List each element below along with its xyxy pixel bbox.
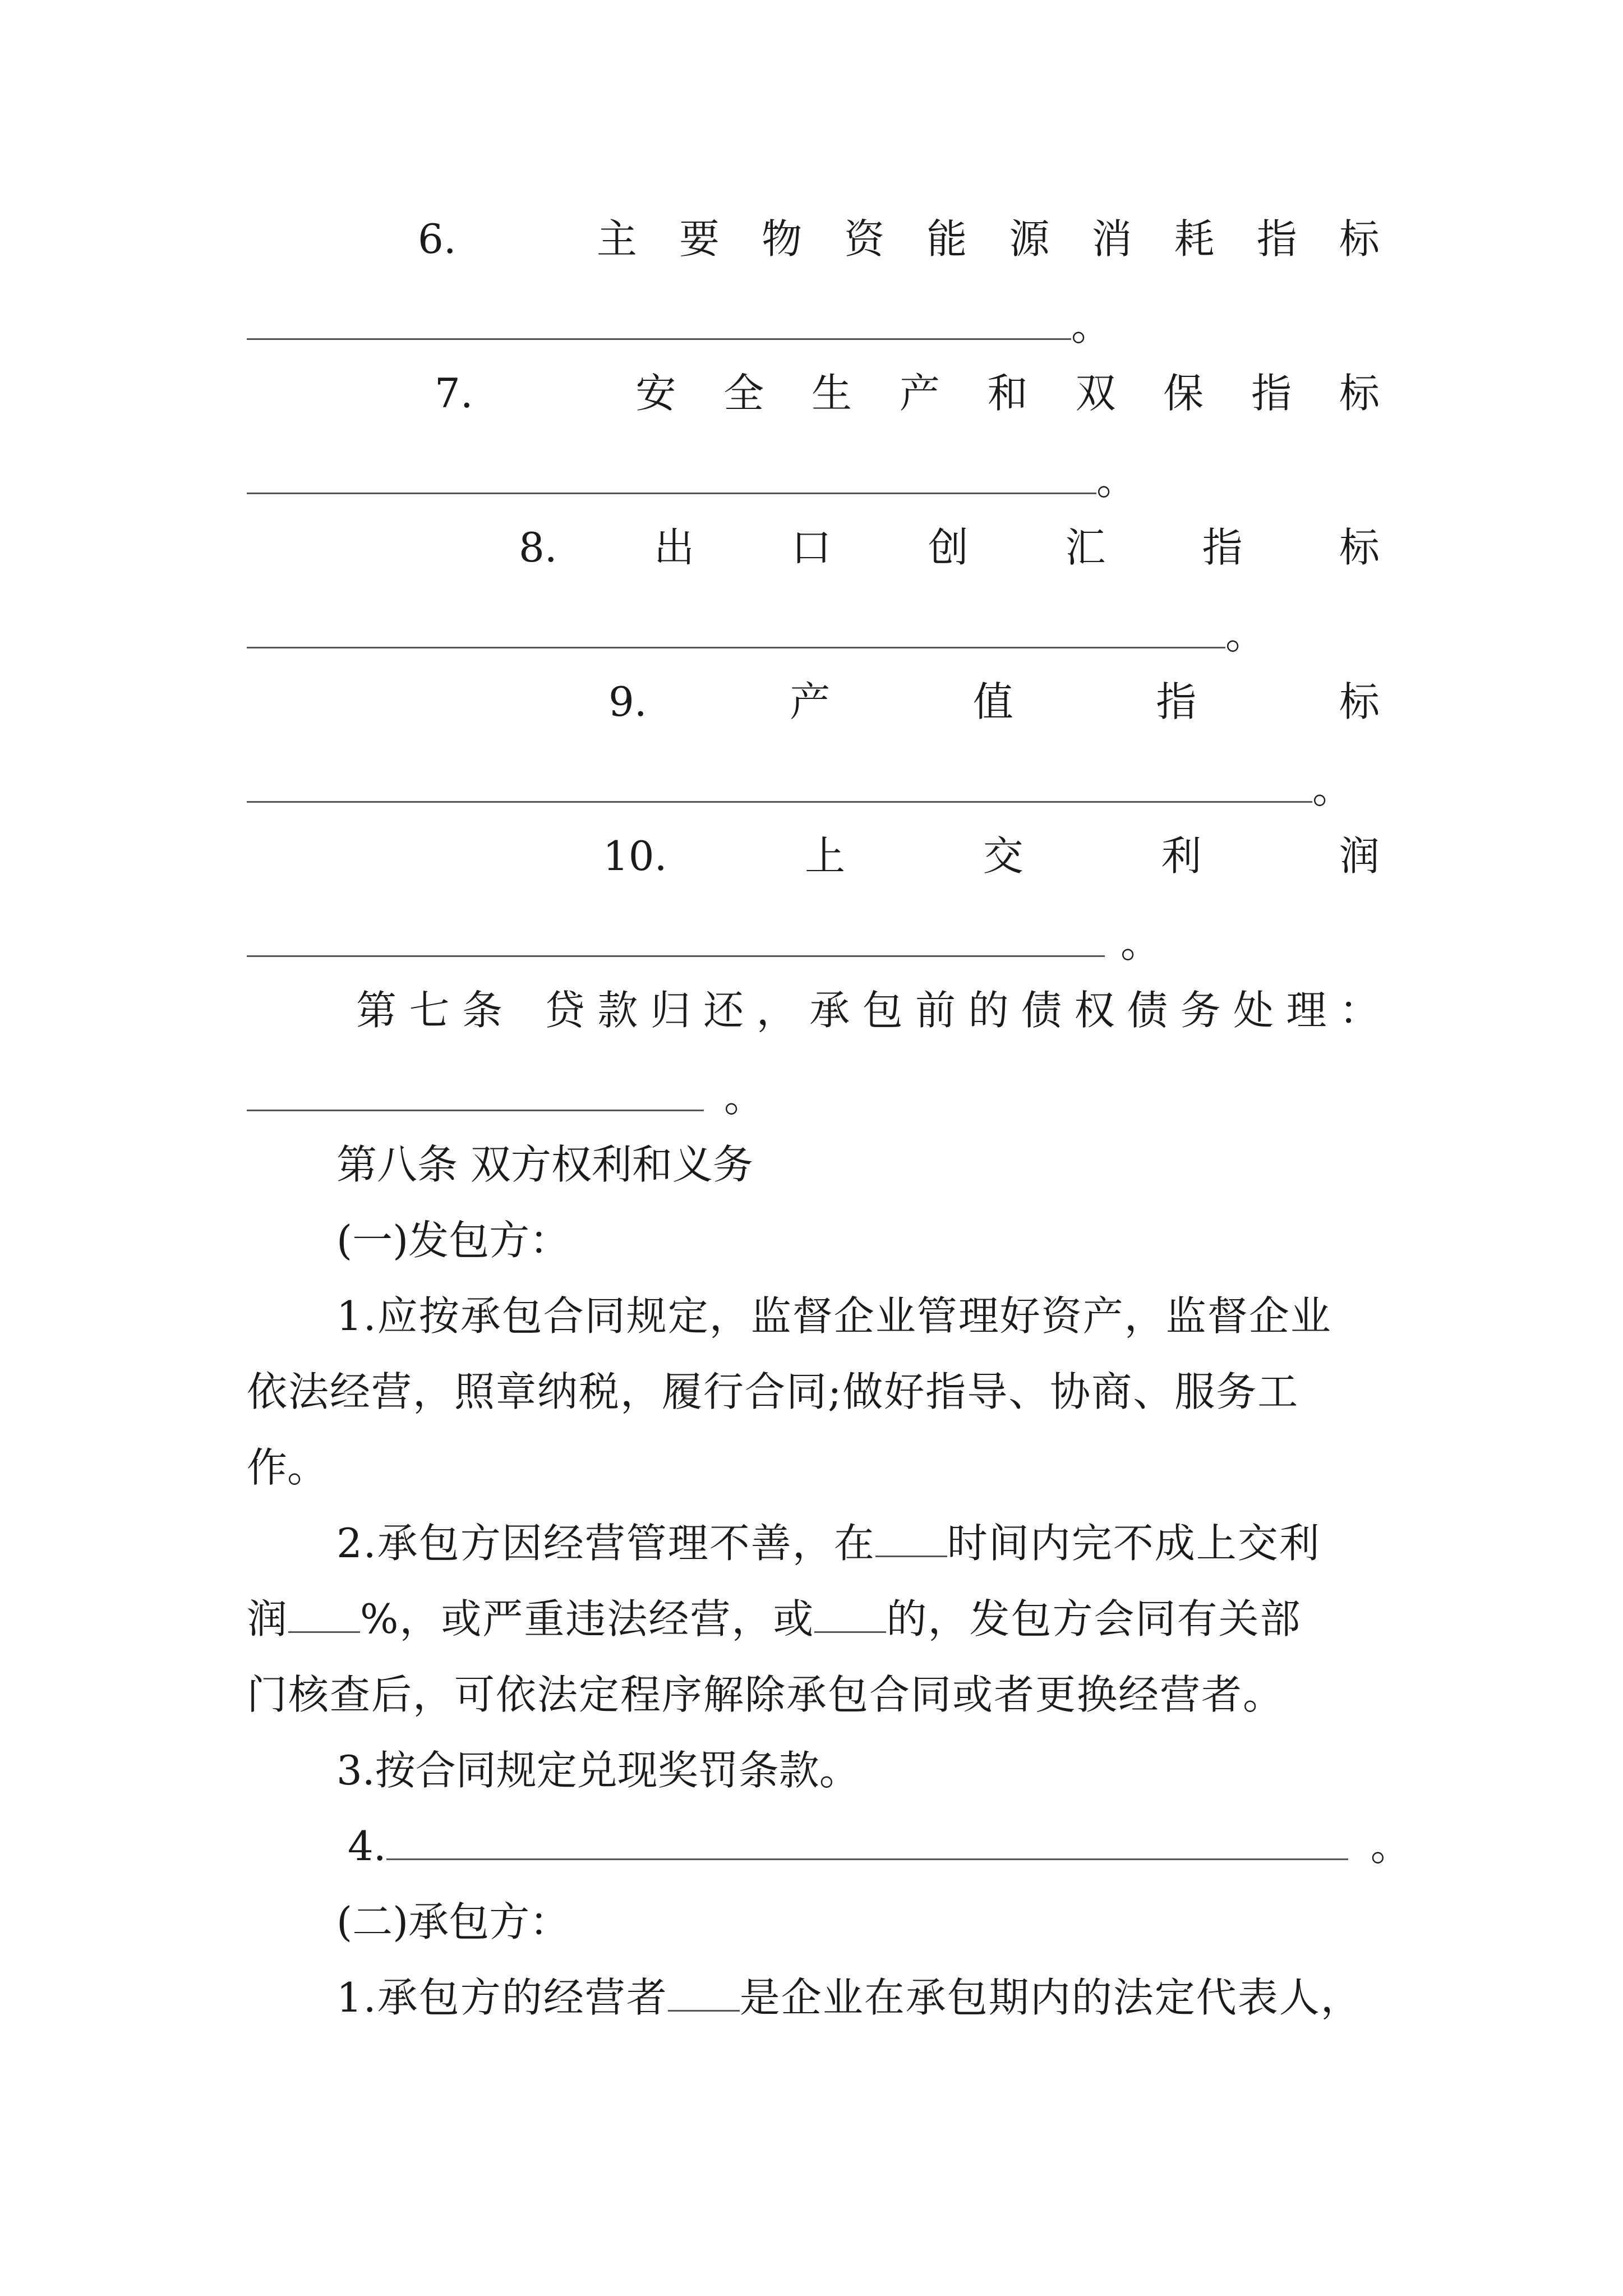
indicator-6-line: 6. 主 要 物 资 能 源 消 耗 指 标 — [418, 215, 1380, 263]
indicator-8-blank: 。 — [247, 614, 1266, 655]
party-b-heading: (二)承包方： — [336, 1898, 570, 1945]
indicator-10-line: 10. 上 交 利 润 — [603, 832, 1380, 880]
fill-in-rule — [247, 307, 1071, 340]
fill-in-rule — [247, 924, 1105, 957]
party-a-item1-line3: 作。 — [247, 1444, 328, 1491]
party-a-item1-line2: 依法经营，照章纳税，履行合同;做好指导、协商、服务工 — [247, 1368, 1299, 1415]
fill-in-rule — [247, 615, 1225, 648]
indicator-9-blank: 。 — [247, 769, 1353, 809]
indicator-6-blank: 。 — [247, 306, 1112, 346]
party-a-heading: (一)发包方： — [336, 1217, 570, 1264]
party-a-item1-line1: 1.应按承包合同规定，监督企业管理好资产，监督企业 — [336, 1292, 1332, 1340]
fill-in-rule — [247, 770, 1312, 803]
indicator-number: 10. — [603, 832, 667, 880]
fill-in-blank — [814, 1600, 886, 1633]
party-a-item2-line3: 门核查后，可依法定程序解除承包合同或者更换经营者。 — [247, 1671, 1285, 1718]
party-a-item2-line2: 润 %，或严重违法经营，或 的，发包方会同有关部 — [247, 1595, 1302, 1642]
indicator-number: 9. — [608, 678, 647, 725]
indicator-9-line: 9. 产 值 指 标 — [608, 678, 1380, 725]
indicator-7-blank: 。 — [247, 460, 1137, 500]
indicator-7-line: 7. 安 全 生 产 和 双 保 指 标 — [435, 370, 1380, 417]
party-a-item4: 4. 。 — [348, 1823, 1411, 1870]
fill-in-blank — [668, 1978, 740, 2012]
fill-in-rule — [247, 1078, 704, 1111]
indicator-number: 8. — [519, 524, 557, 571]
fill-in-rule — [247, 461, 1096, 494]
party-a-item3: 3.按合同规定兑现奖罚条款。 — [336, 1747, 860, 1794]
article-7-line: 第 七 条 贷 款 归 还 ， 承 包 前 的 债 权 债 务 处 理 ： — [356, 987, 1380, 1034]
fill-in-blank — [875, 1524, 947, 1557]
party-a-item2-line1: 2.承包方因经营管理不善，在 时间内完不成上交利 — [336, 1520, 1321, 1567]
indicator-10-blank: 。 — [247, 923, 1161, 963]
article-7-blank: 。 — [247, 1077, 764, 1117]
indicator-8-line: 8. 出 口 创 汇 指 标 — [519, 524, 1380, 571]
party-b-item1-line1: 1.承包方的经营者 是企业在承包期内的法定代表人， — [336, 1974, 1362, 2021]
fill-in-blank — [288, 1600, 360, 1633]
indicator-number: 6. — [418, 215, 457, 263]
indicator-number: 7. — [435, 370, 473, 417]
fill-in-rule — [386, 1827, 1348, 1860]
article-8-title: 第八条 双方权利和义务 — [336, 1141, 753, 1188]
